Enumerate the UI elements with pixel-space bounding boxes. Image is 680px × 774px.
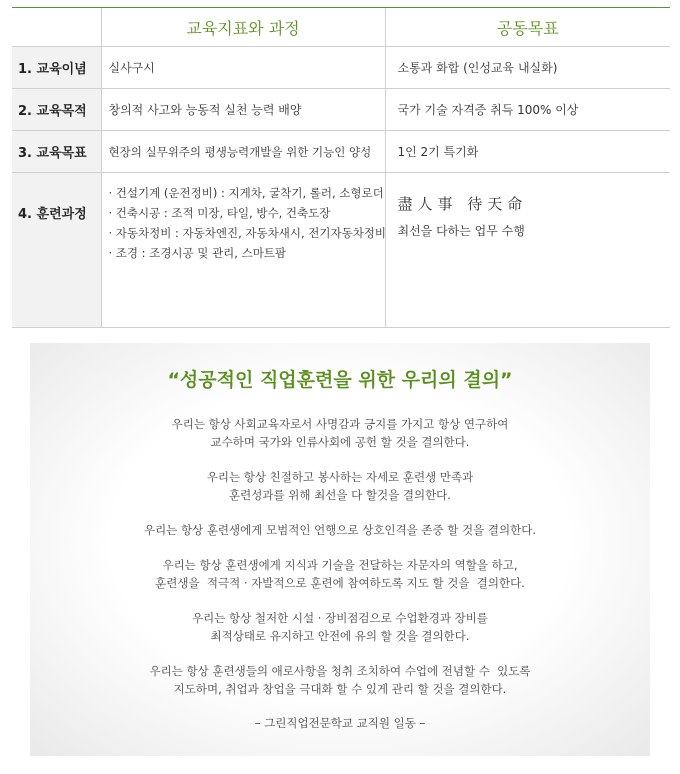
course-item: · 건축시공 : 조적 미장, 타일, 방수, 건축도장 <box>108 206 331 220</box>
pledge-line: 우리는 항상 훈련생에게 지식과 기술을 전달하는 자문자의 역할을 하고, <box>162 558 518 572</box>
table-row <box>12 89 670 131</box>
row-label: 1. 교육이념 <box>12 47 101 89</box>
motto-hanja: 盡人事 待天命 <box>397 195 528 213</box>
pledge-line: 지도하며, 취업과 창업을 극대화 할 수 있게 관리 할 것을 결의한다. <box>173 682 507 696</box>
education-table <box>12 0 670 328</box>
header-spacer <box>12 8 101 47</box>
pledge-paragraph <box>30 468 650 504</box>
pledge-line: 우리는 항상 사회교육자로서 사명감과 긍지를 가지고 항상 연구하여 <box>171 417 509 431</box>
motto-text: 최선을 다하는 업무 수행 <box>397 224 525 238</box>
pledge-section <box>30 343 650 756</box>
row-label: 3. 교육목표 <box>12 131 101 173</box>
header-education-indicators: 교육지표와 과정 <box>101 8 385 47</box>
row-content: 실사구시 <box>101 47 385 89</box>
row-goal: 1인 2기 특기화 <box>385 131 670 173</box>
pledge-line: 우리는 항상 친절하고 봉사하는 자세로 훈련생 만족과 <box>206 470 474 484</box>
pledge-paragraph <box>30 521 650 539</box>
pledge-paragraph <box>30 609 650 645</box>
pledge-paragraph <box>30 662 650 698</box>
pledge-paragraph <box>30 556 650 592</box>
pledge-line: 최적상태로 유지하고 안전에 유의 할 것을 결의한다. <box>210 629 470 643</box>
table-row <box>12 173 670 328</box>
pledge-line: 교수하며 국가와 인류사회에 공헌 할 것을 결의한다. <box>210 435 470 449</box>
table-row <box>12 47 670 89</box>
pledge-paragraph <box>30 415 650 451</box>
row-content: 현장의 실무위주의 평생능력개발을 위한 기능인 양성 <box>101 131 385 173</box>
row-content: 창의적 사고와 능동적 실천 능력 배양 <box>101 89 385 131</box>
header-common-goal: 공동목표 <box>385 8 670 47</box>
course-item: · 조경 : 조경시공 및 관리, 스마트팜 <box>108 246 287 260</box>
pledge-body <box>30 415 650 731</box>
row-label: 2. 교육목적 <box>12 89 101 131</box>
pledge-line: 훈련성과를 위해 최선을 다 할것을 결의한다. <box>229 488 451 502</box>
row-goal: 소통과 화합 (인성교육 내실화) <box>385 47 670 89</box>
pledge-line: 우리는 항상 훈련생들의 애로사항을 청취 조치하여 수업에 전념할 수 있도록 <box>149 664 531 678</box>
course-item: · 건설기계 (운전정비) : 지게차, 굴착기, 롤러, 소형로더 <box>108 186 384 200</box>
row-goal: 국가 기술 자격증 취득 100% 이상 <box>385 89 670 131</box>
motto-cell <box>385 173 670 328</box>
table-top-border <box>12 0 670 8</box>
pledge-line: 우리는 항상 훈련생에게 모범적인 언행으로 상호인격을 존중 할 것을 결의한다. <box>143 523 537 537</box>
pledge-title: “성공적인 직업훈련을 위한 우리의 결의” <box>167 369 513 391</box>
pledge-signature: – 그린직업전문학교 교직원 일동 – <box>254 716 426 730</box>
pledge-line: 훈련생을 적극적 · 자발적으로 훈련에 참여하도록 지도 할 것을 결의한다. <box>155 576 525 590</box>
course-list <box>101 173 385 328</box>
pledge-line: 우리는 항상 철저한 시설 · 장비점검으로 수업환경과 장비를 <box>192 611 488 625</box>
course-item: · 자동차정비 : 자동차엔진, 자동차새시, 전기자동차정비 <box>108 226 387 240</box>
table-row <box>12 131 670 173</box>
row-label: 4. 훈련과정 <box>12 173 101 328</box>
